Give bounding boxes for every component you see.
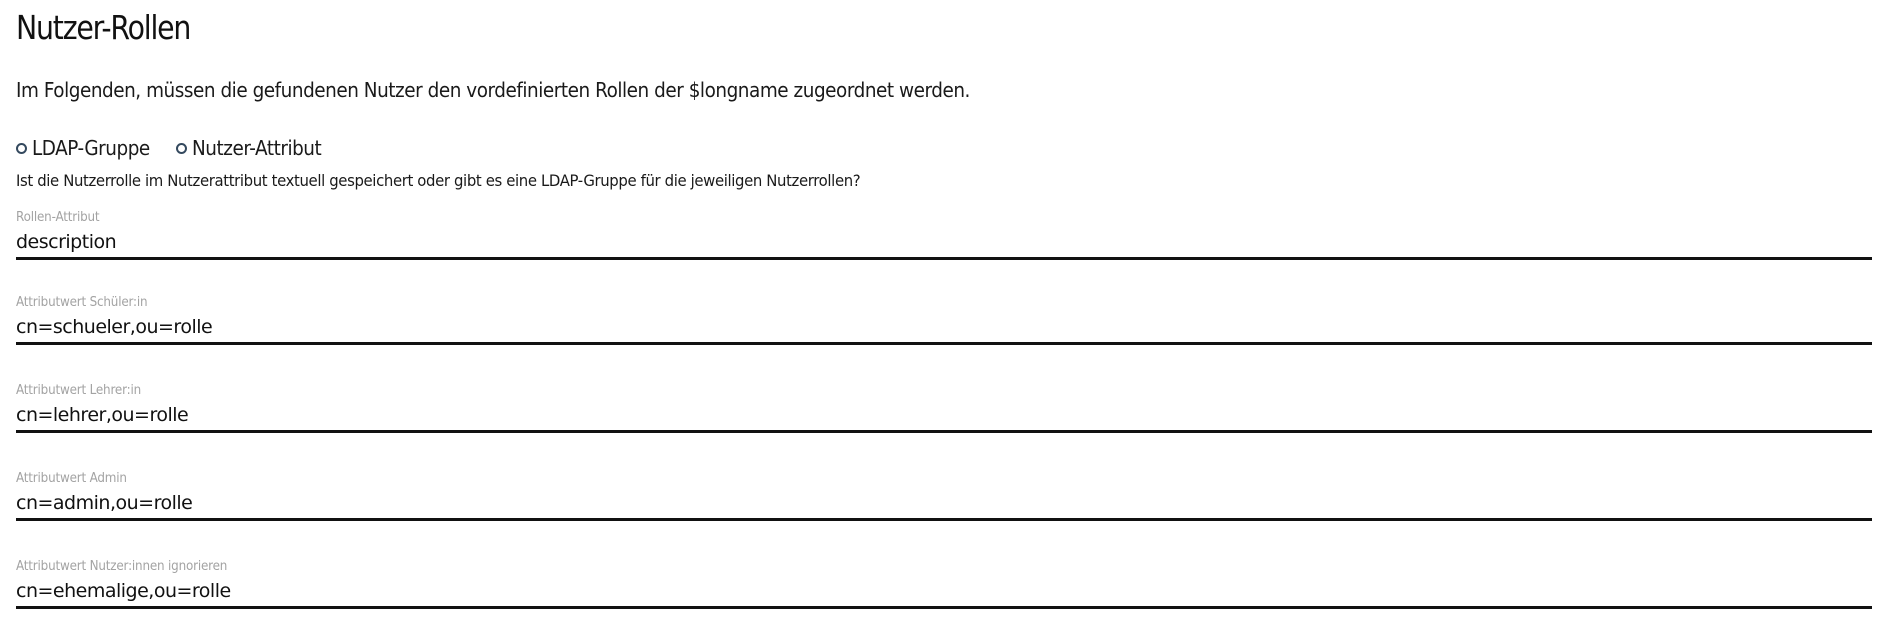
radio-user-attribute[interactable] [176, 136, 333, 160]
teacher-value-input[interactable] [16, 400, 1872, 433]
role-source-help-text: Ist die Nutzerrolle im Nutzerattribut textuell gespeichert oder gibt es eine LDAP-Gruppe für die jeweiligen Nutzerrollen? [16, 171, 861, 190]
radio-ldap-group[interactable] [16, 136, 160, 160]
radio-user-attribute-label[interactable]: Nutzer-Attribut [192, 136, 322, 160]
radio-unchecked-icon[interactable] [176, 143, 187, 154]
student-value-label: Attributwert Schüler:in [16, 295, 148, 310]
ignore-users-value-label: Attributwert Nutzer:innen ignorieren [16, 559, 228, 574]
student-value-input[interactable] [16, 312, 1872, 345]
role-source-radio-group [16, 136, 349, 160]
role-attribute-input[interactable] [16, 227, 1872, 260]
radio-ldap-group-label[interactable]: LDAP-Gruppe [32, 136, 150, 160]
teacher-value-label: Attributwert Lehrer:in [16, 383, 142, 398]
admin-value-input[interactable] [16, 488, 1872, 521]
radio-unchecked-icon[interactable] [16, 143, 27, 154]
page-title: Nutzer-Rollen [16, 8, 191, 47]
ignore-users-value-input[interactable] [16, 576, 1872, 609]
intro-text: Im Folgenden, müssen die gefundenen Nutzer den vordefinierten Rollen der $longname zugeordnet werden. [16, 78, 970, 102]
role-attribute-label: Rollen-Attribut [16, 210, 100, 225]
admin-value-label: Attributwert Admin [16, 471, 127, 486]
